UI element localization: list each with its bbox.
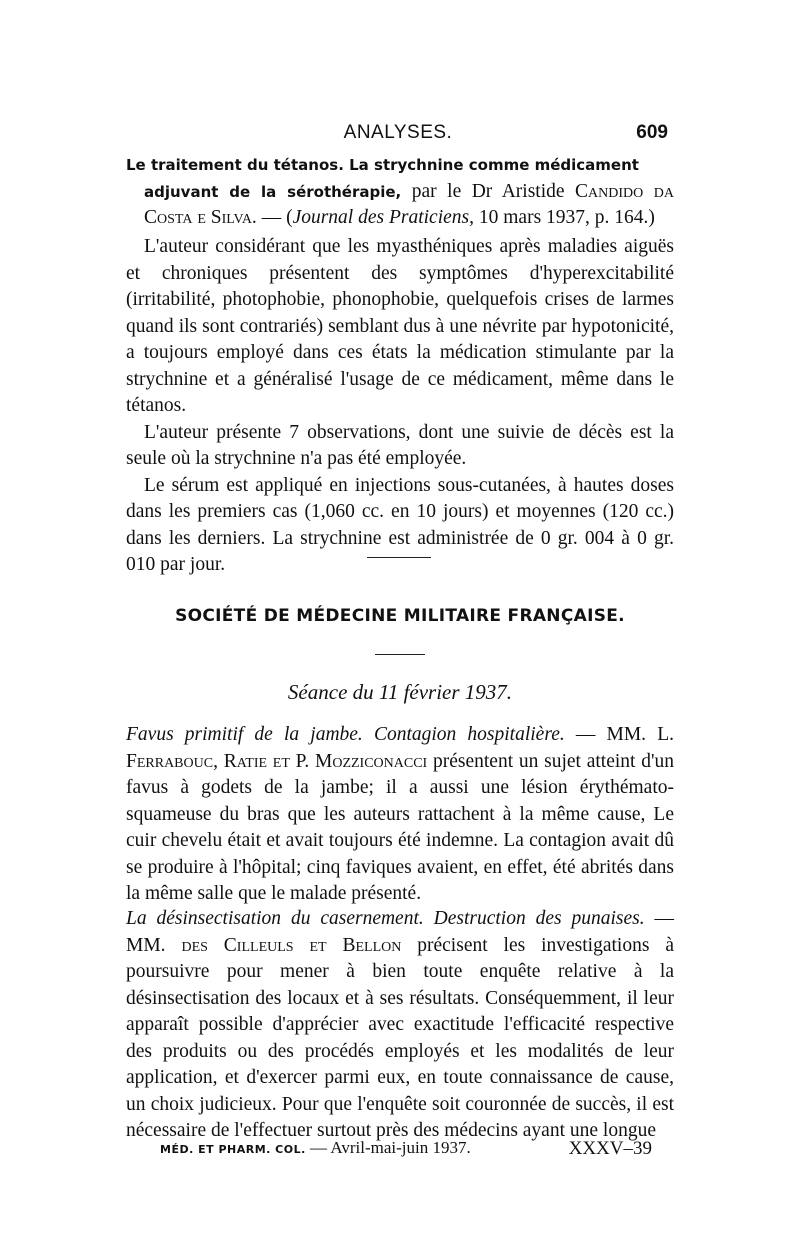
article-2-dash: — MM. <box>564 724 658 745</box>
article-2-body: présentent un sujet atteint d'un favus à godets de la jambe; il a aussi une lésion érythémato-squameuse du bras que les auteurs rattachent à la même cause, Le cuir chevelu était et avait toujours été indemne. La contagion avait dû se produire à l'hôpital; cinq faviques avaient, en effet, été abrités dans la même salle que le malade présenté. <box>126 750 674 904</box>
article-2 <box>126 722 674 908</box>
article-3-body: précisent les investigations à poursuivre pour mener à bien toute enquête relative à la désinsectisation des locaux et à ses résultats. Conséquemment, il leur apparaît possible d'apprécier avec exactitude l'efficacité respective des produits ou des procédés employés et les modalités de leur application, et d'exercer parmi eux, en toute connaissance de cause, un choix judicieux. Pour que l'enquête soit couronnée de succès, il est nécessaire de l'effectuer surtout près des médecins ayant une longue <box>126 934 674 1141</box>
article-1-reference: 10 mars 1937, p. 164.) <box>474 207 655 228</box>
paragraph: L'auteur considérant que les myasthéniques après maladies aiguës et chroniques présentent des symptômes d'hyperexcitabilité (irritabilité, photophobie, phonophobie, quelquefois crises de larmes quand ils sont contrariés) semblant dus à une névrite par hypotonicité, a toujours employé dans ces états la médication stimulante par la strychnine et a généralisé l'usage de ce médicament, même dans le tétanos. <box>126 236 674 416</box>
article-1-author: Candido da Costa e Silva. <box>144 180 674 228</box>
article-1-body <box>126 234 674 579</box>
article-1-by: par le Dr Aristide <box>411 180 576 202</box>
article-3-paragraph <box>126 906 674 1145</box>
divider <box>367 557 431 558</box>
running-title: ANALYSES. <box>343 122 453 143</box>
article-3-dash: — MM. <box>126 908 674 956</box>
article-1-heading <box>126 152 674 232</box>
footer-issue: — Avril-mai-juin 1937. <box>305 1138 471 1157</box>
article-1-title-line-2: adjuvant de la sérothérapie, <box>144 182 402 201</box>
article-2-title: Favus primitif de la jambe. Contagion hospitalière. <box>126 724 565 745</box>
paragraph: L'auteur présente 7 observations, dont une suivie de décès est la seule où la strychnine n'a pas été employée. <box>126 421 674 469</box>
article-2-paragraph <box>126 722 674 908</box>
article-3-authors: des Cilleuls et Bellon <box>181 934 402 956</box>
article-1-journal: Journal des Praticiens, <box>292 207 474 228</box>
page-footer <box>160 1138 660 1158</box>
footer-signature: XXXV–39 <box>568 1138 652 1159</box>
page-number: 609 <box>636 122 668 143</box>
article-1-title-line-1: Le traitement du tétanos. La strychnine comme médicament <box>126 156 639 174</box>
article-1-dash: — ( <box>256 207 293 228</box>
divider <box>375 654 425 655</box>
footer-journal: MÉD. ET PHARM. COL. <box>160 1143 306 1156</box>
running-header <box>128 122 668 148</box>
paragraph: Le sérum est appliqué en injections sous-cutanées, à hautes doses dans les premiers cas (1,060 cc. en 10 jours) et moyennes (120 cc.) dans les derniers. La strychnine est administrée de 0 gr. 004 à 0 gr. 010 par jour. <box>126 474 674 575</box>
session-date: Séance du 11 février 1937. <box>287 680 513 704</box>
article-2-authors: L. Ferrabouc, Ratie et P. Mozziconacci <box>126 724 674 772</box>
article-3-title: La désinsectisation du casernement. Destruction des punaises. <box>126 908 645 929</box>
section-title: SOCIÉTÉ DE MÉDECINE MILITAIRE FRANÇAISE. <box>175 606 625 626</box>
article-1-title-continuation <box>126 179 674 232</box>
article-3 <box>126 906 674 1145</box>
